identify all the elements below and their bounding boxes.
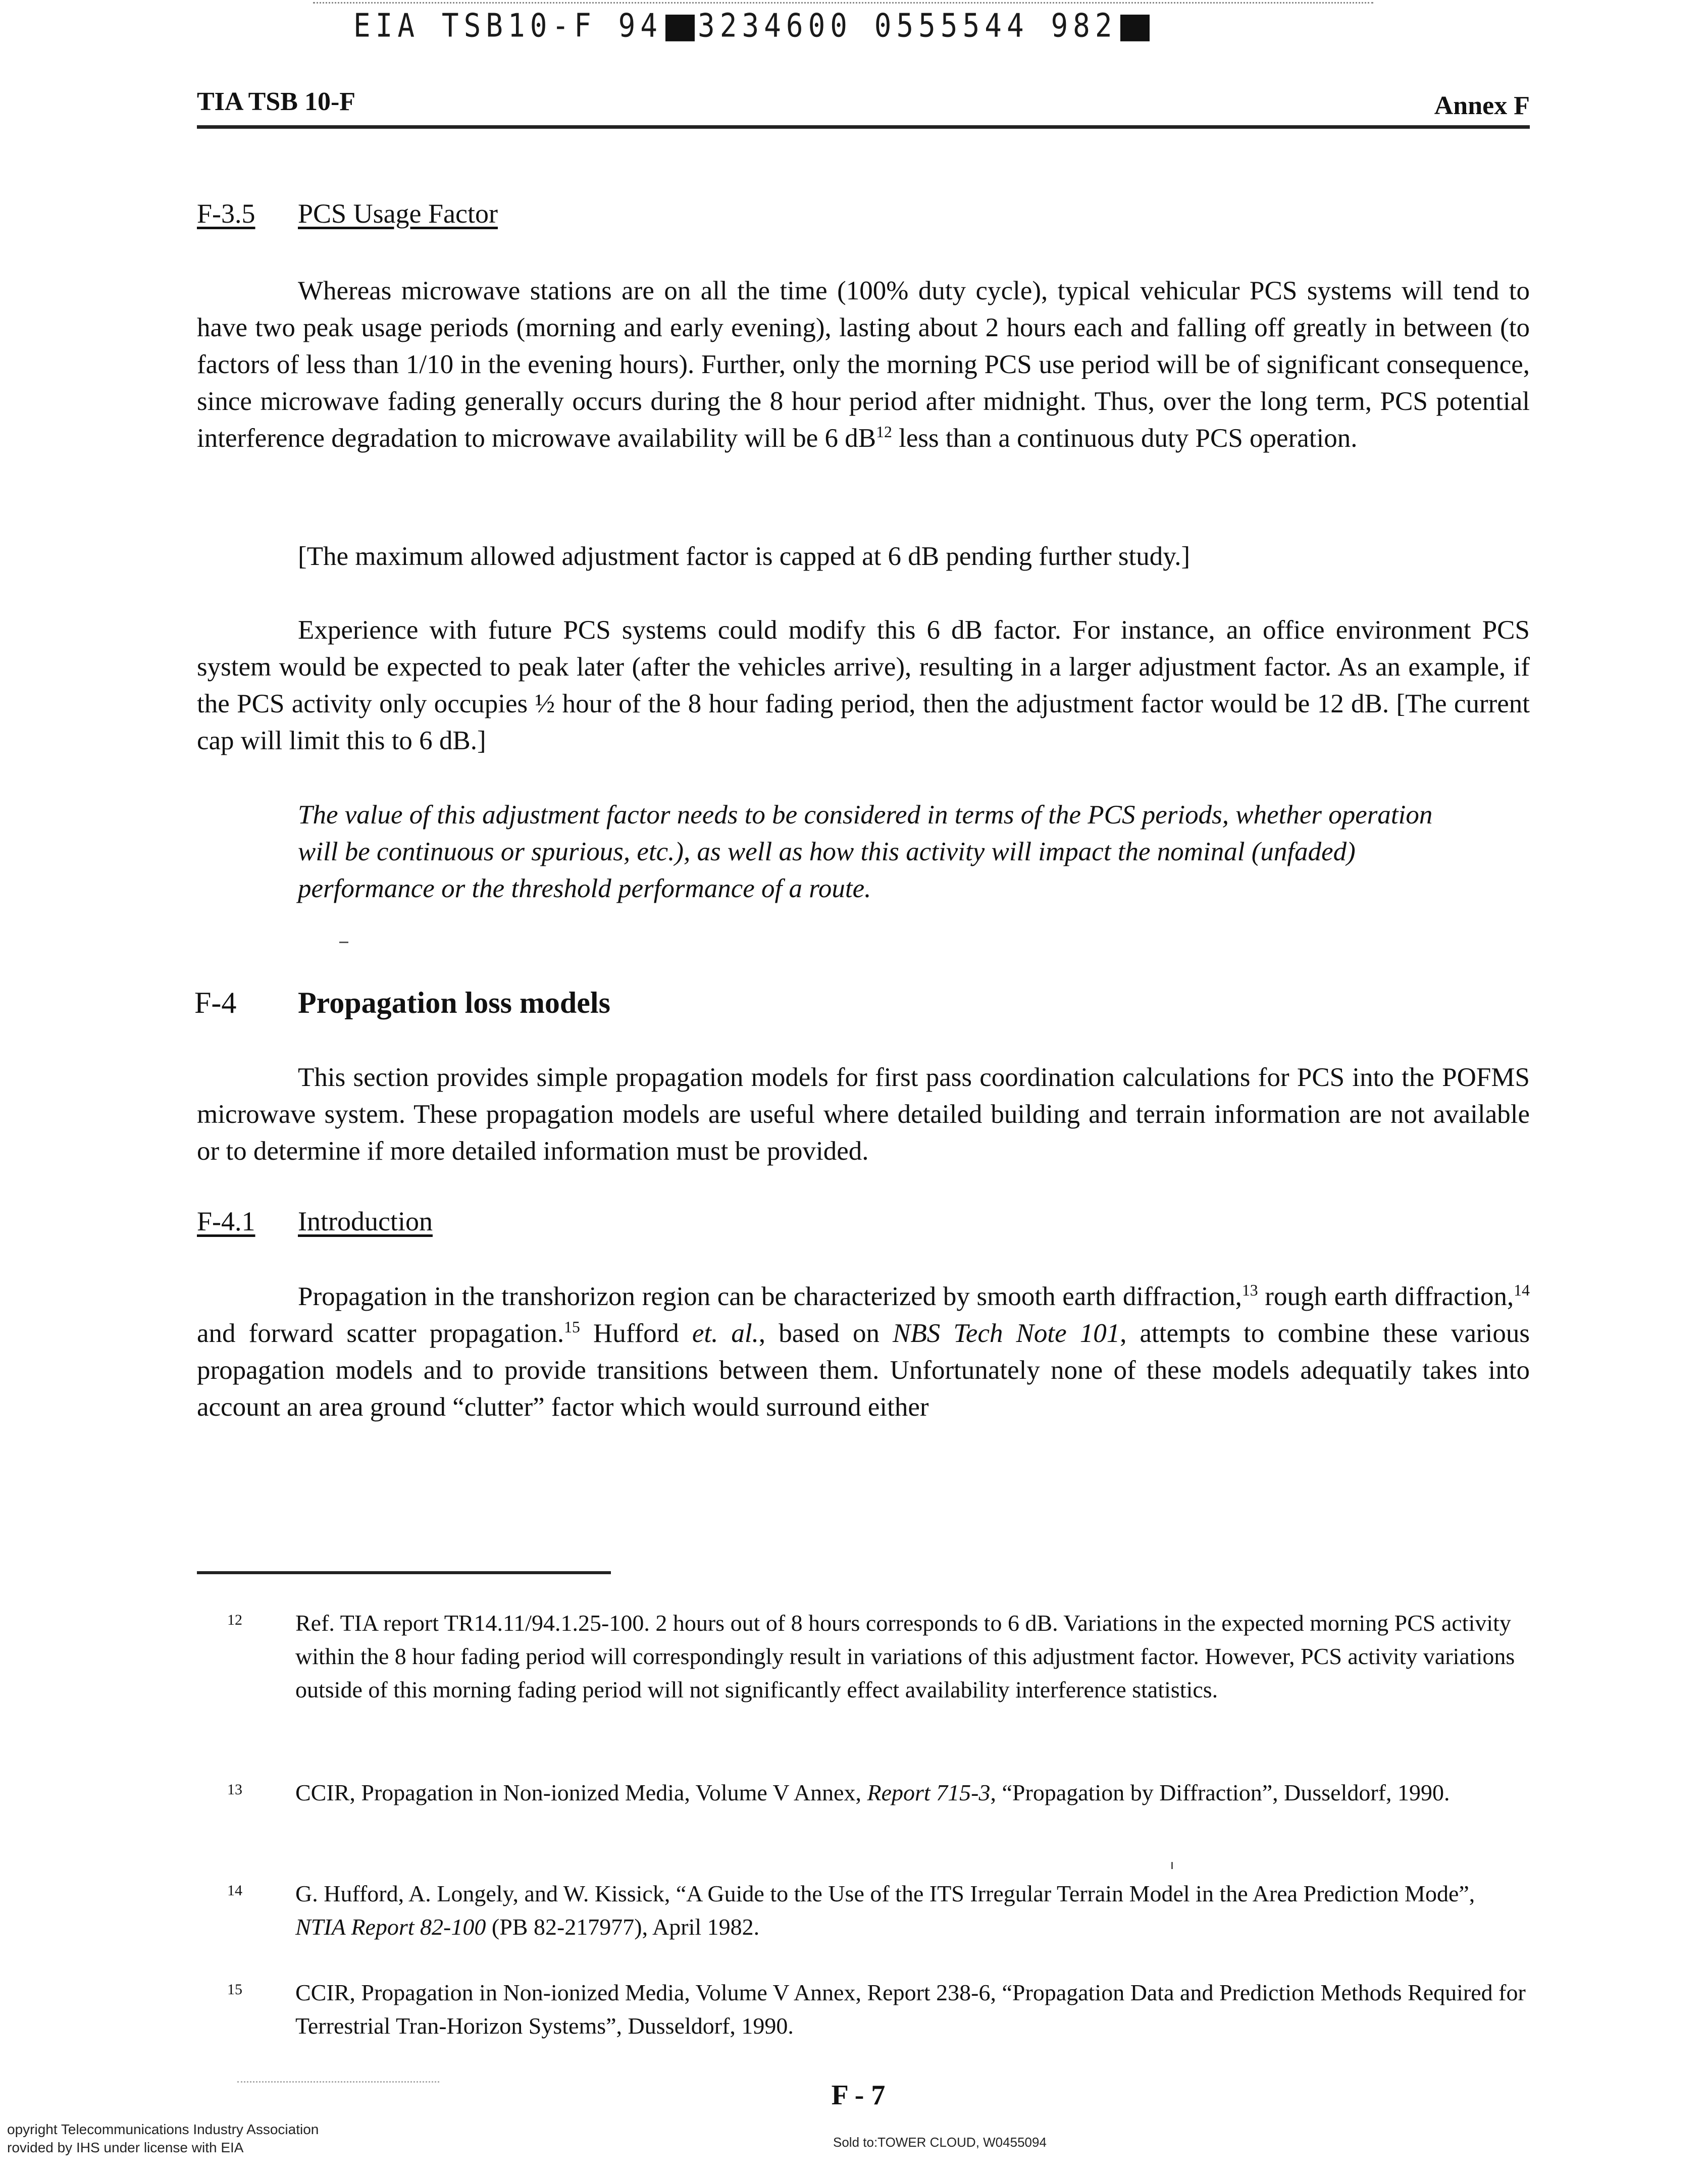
footnote-separator: [197, 1571, 611, 1574]
scan-dotted-line: [313, 2, 1373, 5]
section-heading-f41: [197, 1206, 433, 1237]
document-id: TIA TSB 10-F: [197, 87, 356, 116]
header-rule: [197, 125, 1530, 129]
paragraph-italic-note: The value of this adjustment factor needs to be considered in terms of the PCS periods, whether operation will be continuous or spurious, etc.), as well as how this activity will impact the nominal (unfaded) performance or the threshold performance of a route.: [298, 800, 1433, 903]
scan-speck: [1171, 1862, 1173, 1869]
scan-barcode-header: [353, 7, 1153, 45]
page-number: F - 7: [831, 2080, 886, 2111]
paragraph-cap-note: [The maximum allowed adjustment factor is capped at 6 dB pending further study.]: [298, 542, 1191, 571]
paragraph-propagation-intro: This section provides simple propagation models for first pass coordination calculations for PCS into the POFMS microwave system. These propagation models are useful where detailed building and terrain information are not available or to determine if more detailed information must be provided.: [197, 1063, 1530, 1166]
footnote-ref-15[interactable]: 15: [564, 1318, 580, 1336]
footnote-text: CCIR, Propagation in Non-ionized Media, Volume V Annex, Report 238-6, “Propagation Data and Prediction Methods Required for Terrestrial Tran-Horizon Systems”, Dusseldorf, 1990.: [295, 1980, 1526, 2039]
section-title: PCS Usage Factor: [298, 198, 498, 229]
section-title: Introduction: [298, 1206, 433, 1236]
footnote-ref-14[interactable]: 14: [1514, 1281, 1530, 1299]
footnote-number: 12: [227, 1612, 242, 1628]
barcode-text-2: 3234600 0555544 982: [698, 7, 1117, 45]
footnote-text: Ref. TIA report TR14.11/94.1.25-100. 2 hours out of 8 hours corresponds to 6 dB. Variations in the expected morning PCS activity within the 8 hour fading period will correspondingly result in variations of this adjustment factor. However, PCS activity variations outside of this morning fading period will not significantly effect availability interference statistics.: [295, 1610, 1515, 1702]
barcode-text-1: EIA TSB10-F 94: [353, 7, 663, 45]
footnote-number: 15: [227, 1981, 242, 1998]
paragraph-experience: Experience with future PCS systems could modify this 6 dB factor. For instance, an office environment PCS system would be expected to peak later (after the vehicles arrive), resulting in a larger adjustment factor. As an example, if the PCS activity only occupies ½ hour of the 8 hour fading period, then the adjustment factor would be 12 dB. [The current cap will limit this to 6 dB.]: [197, 615, 1530, 755]
sold-to-notice: Sold to:TOWER CLOUD, W0455094: [833, 2135, 1047, 2150]
copyright-line-1: opyright Telecommunications Industry Association: [7, 2121, 319, 2137]
section-heading-f4: [194, 986, 610, 1020]
barcode-block-icon: [665, 15, 695, 41]
section-number: F-3.5: [197, 198, 255, 229]
scan-speck: [339, 942, 348, 943]
barcode-block-icon: [1120, 15, 1150, 41]
footnote-ref-13[interactable]: 13: [1241, 1281, 1258, 1299]
footnote-number: 14: [227, 1882, 242, 1899]
section-title: Propagation loss models: [298, 986, 610, 1019]
footnote-text: G. Hufford, A. Longely, and W. Kissick, “A Guide to the Use of the ITS Irregular Terrain Model in the Area Prediction Mode”, NTIA Report 82-100 (PB 82-217977), April 1982.: [295, 1881, 1475, 1940]
paragraph-usage-factor: Whereas microwave stations are on all the time (100% duty cycle), typical vehicular PCS systems will tend to have two peak usage periods (morning and early evening), lasting about 2 hours each and falling off greatly in between (to factors of less than 1/10 in the evening hours). Further, only the morning PCS use period will be of significant consequence, since microwave fading generally occurs during the 8 hour period after midnight. Thus, over the long term, PCS potential interference degradation to microwave availability will be 6 $dB^{12}$ less than a continuous duty PCS operation.: [197, 276, 1530, 453]
annex-label: Annex F: [1434, 91, 1530, 120]
paragraph-transhorizon: Propagation in the transhorizon region can be characterized by smooth earth diffraction,$^{13}$ rough earth diffraction,$^{14}$ and forward scatter propagation.$^{15}$ Hufford et. al., based on NBS Tech Note 101, attempts to combine these various propagation models and to provide transitions between them. Unfortunately none of these models adequatily takes into account an area ground “clutter” factor which would surround either: [197, 1281, 1530, 1422]
scan-dotted-line: [237, 2081, 439, 2085]
footnote-number: 13: [227, 1781, 242, 1798]
footnote-text: CCIR, Propagation in Non-ionized Media, Volume V Annex, Report 715-3, “Propagation by Diffraction”, Dusseldorf, 1990.: [295, 1780, 1450, 1805]
copyright-notice: [7, 2120, 319, 2157]
section-heading-f35: [197, 198, 498, 229]
section-number: F-4.1: [197, 1206, 255, 1236]
section-number: F-4: [194, 986, 237, 1019]
footnote-ref-12[interactable]: 12: [876, 423, 892, 441]
copyright-line-2: rovided by IHS under license with EIA: [7, 2140, 244, 2155]
